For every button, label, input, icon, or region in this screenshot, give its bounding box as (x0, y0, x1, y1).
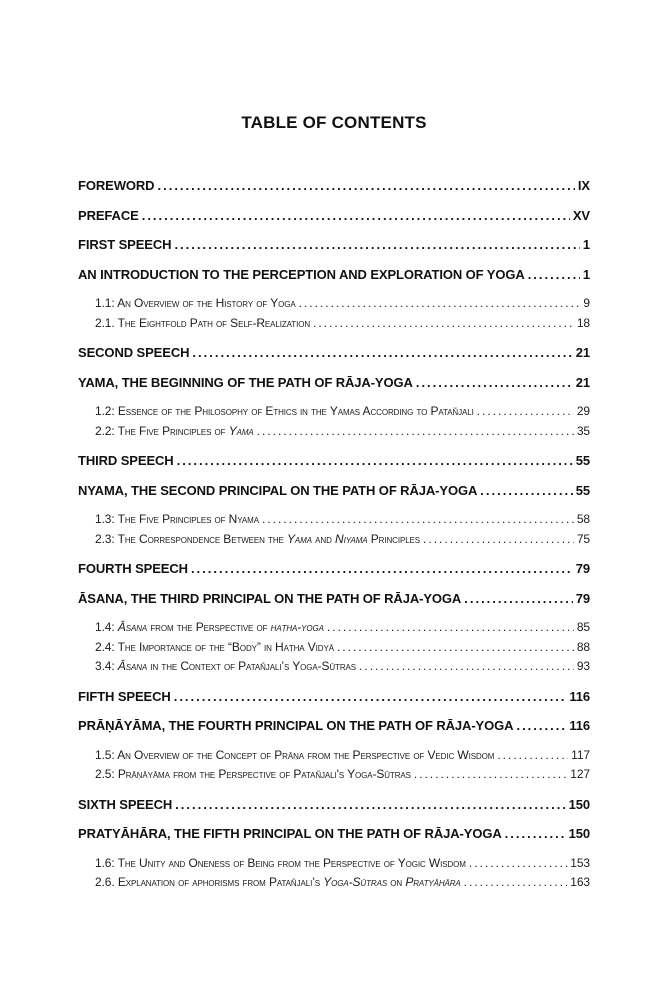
entry-label-segment: 3.4: (95, 659, 118, 673)
page-number: 9 (583, 296, 590, 310)
entry-label-segment: THIRD SPEECH (78, 453, 174, 468)
dot-leader (157, 176, 574, 196)
entry-label (95, 402, 474, 422)
toc-heading-row (78, 451, 590, 471)
toc-subentry-row (95, 638, 590, 658)
page-number: 85 (576, 620, 590, 634)
toc-heading-row (78, 589, 590, 609)
dot-leader (505, 824, 566, 844)
entry-label (78, 589, 461, 609)
page-number: 29 (576, 404, 590, 418)
dot-leader (464, 873, 568, 893)
page-number: 55 (575, 453, 590, 468)
dot-leader (142, 206, 570, 226)
entry-label (95, 314, 310, 334)
entry-label-segment: PREFACE (78, 207, 139, 223)
page-number: 153 (570, 855, 590, 870)
toc-subentry-row (95, 314, 590, 334)
entry-label-segment: 2.6. Explanation of aphorisms from Patañjali’s (95, 875, 324, 889)
dot-leader (262, 510, 574, 530)
entry-label-italic-segment: Āsana (117, 659, 148, 673)
entry-label-segment: from the Perspective of (147, 620, 271, 634)
toc-heading-row (78, 559, 590, 579)
entry-label (78, 265, 525, 285)
entry-label-segment: 1.3: The Five Principles of Nyama (95, 512, 259, 526)
toc-heading-row (78, 687, 590, 707)
page-number: 18 (576, 315, 590, 330)
toc-subentry-row (95, 765, 590, 785)
entry-label-segment: 2.4: The Importance of the “Body” in Haṭha Vidyā (95, 639, 334, 654)
entry-label-segment: 1.5: An Overview of the Concept of Prāṇa from the Perspective of Vedic Wisdom (95, 747, 495, 762)
entry-label-italic-segment: haṭha-yoga (270, 620, 324, 634)
dot-leader (516, 716, 566, 736)
entry-label (95, 765, 411, 785)
page-number: 21 (575, 345, 590, 360)
entry-label-segment: YAMA, THE BEGINNING OF THE PATH OF RĀJA-YOGA (78, 374, 413, 390)
dot-leader (469, 854, 567, 874)
entry-label-segment: NYAMA, THE SECOND PRINCIPAL ON THE PATH OF RĀJA-YOGA (78, 482, 478, 498)
entry-label (95, 873, 461, 893)
page-number: 75 (576, 531, 590, 546)
dot-leader (191, 559, 573, 579)
page-number: 93 (576, 659, 590, 673)
page-number: 35 (576, 423, 590, 438)
entry-label-segment: FOURTH SPEECH (78, 561, 188, 576)
entry-label (95, 422, 254, 442)
entry-label (95, 854, 466, 874)
entry-label-italic-segment: Niyama (335, 531, 368, 546)
entry-label-italic-segment: Yama (287, 531, 312, 546)
toc-subentry-row (95, 746, 590, 766)
page-number: 58 (576, 512, 590, 526)
entry-label-segment: 1.1: An Overview of the History of Yoga (95, 296, 296, 310)
toc-entries (78, 176, 590, 893)
page-number: 88 (576, 639, 590, 654)
entry-label (78, 235, 171, 255)
entry-label-segment: FOREWORD (78, 178, 155, 193)
dot-leader (480, 481, 572, 501)
page-number: 116 (569, 718, 590, 733)
entry-label-segment: ĀSANA, THE THIRD PRINCIPAL ON THE PATH OF RĀJA-YOGA (78, 590, 462, 606)
page-number: 21 (575, 374, 590, 390)
entry-label-segment: and (311, 531, 336, 546)
page-number: 55 (575, 482, 590, 498)
page-number: XV (572, 207, 590, 223)
dot-leader (327, 618, 574, 638)
entry-label (78, 824, 502, 844)
entry-label-segment: 1.2: Essence of the Philosophy of Ethics in the Yamas According to Patañjali (95, 404, 474, 418)
entry-label-segment: FIRST SPEECH (78, 237, 172, 252)
entry-label (95, 510, 259, 530)
page-number: 116 (569, 688, 590, 704)
toc-heading-row (78, 481, 590, 501)
page-number: 79 (575, 590, 590, 606)
entry-label (78, 559, 188, 579)
entry-label (78, 206, 139, 226)
entry-label (95, 746, 494, 766)
entry-label-segment: 2.3: The Correspondence Between the (95, 531, 287, 546)
dot-leader (174, 235, 579, 255)
entry-label (78, 716, 513, 736)
dot-leader (497, 746, 568, 766)
entry-label-segment: Principles (367, 531, 421, 546)
dot-leader (177, 451, 573, 471)
page-number: 79 (575, 561, 590, 576)
entry-label (78, 687, 171, 707)
dot-leader (192, 343, 572, 363)
page-number: 150 (568, 826, 590, 841)
toc-subentry-row (95, 422, 590, 442)
page-number: 150 (568, 796, 590, 812)
entry-label-segment: 2.5: Prāṇāyāma from the Perspective of Patañjali's Yoga-Sūtras (95, 767, 411, 781)
entry-label-segment: FIFTH SPEECH (78, 688, 171, 704)
entry-label-segment: 2.2: The Five Principles of (95, 423, 229, 438)
entry-label-italic-segment: Āsana (117, 620, 148, 634)
entry-label-segment: in the Context of Patañjali’s Yoga-Sūtras (147, 659, 357, 673)
toc-heading-row (78, 206, 590, 226)
entry-label-segment: AN INTRODUCTION TO THE PERCEPTION AND EXPLORATION OF YOGA (78, 266, 525, 282)
toc-heading-row (78, 265, 590, 285)
dot-leader (423, 530, 574, 550)
toc-subentry-row (95, 873, 590, 893)
toc-subentry-row (95, 530, 590, 550)
entry-label (95, 657, 356, 677)
entry-label (78, 343, 189, 363)
entry-label (78, 373, 413, 393)
entry-label-italic-segment: Yoga-Sūtras (323, 875, 388, 889)
page-number: 1 (582, 237, 590, 252)
dot-leader (299, 294, 581, 314)
entry-label-segment: on (387, 875, 406, 889)
toc-subentry-row (95, 402, 590, 422)
dot-leader (257, 422, 574, 442)
entry-label-segment: PRĀṆĀYĀMA, THE FOURTH PRINCIPAL ON THE PATH OF RĀJA-YOGA (78, 718, 514, 733)
entry-label (95, 294, 296, 314)
entry-label-segment: 1.4: (95, 620, 118, 634)
entry-label-italic-segment: Pratyāhāra (405, 875, 461, 889)
toc-heading-row (78, 824, 590, 844)
entry-label (78, 176, 154, 196)
page-number: 117 (571, 747, 590, 762)
page-number: 163 (570, 875, 590, 889)
toc-subentry-row (95, 294, 590, 314)
dot-leader (477, 402, 574, 422)
dot-leader (175, 795, 565, 815)
dot-leader (464, 589, 573, 609)
entry-label (95, 618, 324, 638)
dot-leader (528, 265, 580, 285)
toc-subentry-row (95, 657, 590, 677)
dot-leader (359, 657, 574, 677)
entry-label (95, 638, 334, 658)
toc-heading-row (78, 373, 590, 393)
toc-heading-row (78, 343, 590, 363)
entry-label-italic-segment: Yama (228, 423, 254, 438)
toc-heading-row (78, 716, 590, 736)
toc-subentry-row (95, 510, 590, 530)
toc-subentry-row (95, 618, 590, 638)
dot-leader (337, 638, 574, 658)
dot-leader (313, 314, 574, 334)
toc-heading-row (78, 176, 590, 196)
entry-label-segment: SIXTH SPEECH (78, 796, 173, 812)
entry-label-segment: SECOND SPEECH (78, 345, 190, 360)
toc-heading-row (78, 795, 590, 815)
page-number: 127 (570, 767, 590, 781)
entry-label-segment: PRATYĀHĀRA, THE FIFTH PRINCIPAL ON THE PATH OF RĀJA-YOGA (78, 826, 502, 841)
entry-label-segment: 2.1. The Eightfold Path of Self-Realization (95, 315, 311, 330)
toc-heading-row (78, 235, 590, 255)
toc-subentry-row (95, 854, 590, 874)
dot-leader (174, 687, 567, 707)
dot-leader (414, 765, 567, 785)
page-number: 1 (582, 266, 590, 282)
page-number: IX (577, 178, 590, 193)
dot-leader (416, 373, 573, 393)
page-title: TABLE OF CONTENTS (241, 113, 427, 132)
entry-label-segment: 1.6: The Unity and Oneness of Being from the Perspective of Yogic Wisdom (95, 855, 466, 870)
entry-label (95, 530, 420, 550)
entry-label (78, 451, 174, 471)
entry-label (78, 481, 477, 501)
entry-label (78, 795, 172, 815)
